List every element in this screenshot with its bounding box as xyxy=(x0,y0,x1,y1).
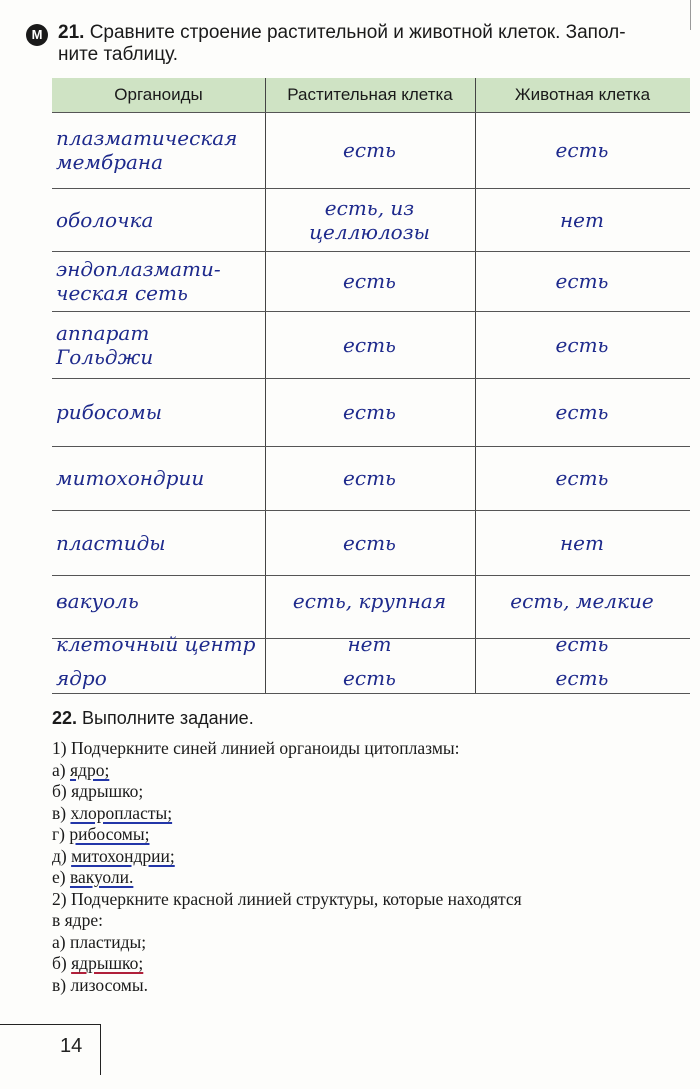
animal-cell-value-line: есть xyxy=(555,632,609,656)
organoid-cell xyxy=(56,466,266,490)
m-badge-icon: М xyxy=(26,24,48,46)
organoid-cell xyxy=(56,208,266,232)
table-row-line xyxy=(52,112,690,113)
option-prefix: е) xyxy=(52,867,70,887)
option-text: лизосомы. xyxy=(70,974,148,995)
table-divider-2 xyxy=(475,78,476,693)
organoid-cell-line: вакуоль xyxy=(56,588,139,613)
option-item xyxy=(52,975,697,997)
plant-cell-value xyxy=(267,632,472,656)
option-prefix: а) xyxy=(52,759,70,780)
option-prefix: д) xyxy=(52,845,72,866)
organoid-cell-line: аппарат xyxy=(56,320,150,345)
animal-cell-value-line: есть xyxy=(555,665,609,690)
organoid-cell xyxy=(56,321,266,369)
option-text: ядро; xyxy=(69,759,110,780)
animal-cell-value xyxy=(477,531,687,555)
organoid-cell-line: Гольджи xyxy=(56,344,154,369)
animal-cell-value xyxy=(477,269,687,293)
plant-cell-value xyxy=(267,333,472,357)
task-22-question-1: 1) Подчеркните синей линией органоиды цитоплазмы: xyxy=(52,738,460,758)
option-prefix: г) xyxy=(52,824,70,844)
option-item xyxy=(52,932,697,954)
animal-cell-value-line: есть xyxy=(555,466,609,490)
table-row-line xyxy=(52,311,690,312)
task-22-question-2-line1: 2) Подчеркните красной линией структуры, которые находятся xyxy=(52,888,522,909)
organoid-cell-line: эндоплазмати- xyxy=(56,257,221,281)
question-1-options xyxy=(52,760,697,889)
option-prefix: б) xyxy=(52,781,72,801)
organoid-cell-line: плазматическая xyxy=(56,126,238,150)
plant-cell-value xyxy=(267,589,472,613)
task-21-title xyxy=(58,22,688,66)
option-item xyxy=(52,760,697,782)
option-prefix: а) xyxy=(52,931,70,952)
animal-cell-value xyxy=(477,466,687,490)
plant-cell-value-line: есть xyxy=(343,530,396,555)
plant-cell-value-line: есть xyxy=(343,269,396,293)
comparison-table xyxy=(52,78,690,693)
animal-cell-value xyxy=(477,208,687,232)
header-plant-cell: Растительная клетка xyxy=(287,85,453,104)
page-edge-line xyxy=(690,0,691,30)
plant-cell-value xyxy=(267,666,472,690)
page-number-box xyxy=(0,1024,101,1075)
option-prefix: в) xyxy=(52,974,71,995)
plant-cell-value-line: нет xyxy=(347,632,392,656)
task-22-question-2-line2: в ядре: xyxy=(52,910,103,930)
option-text: пластиды; xyxy=(69,931,147,952)
organoid-cell-line: клеточный центр xyxy=(56,632,256,656)
organoid-cell xyxy=(56,126,266,174)
organoid-cell-line: мембрана xyxy=(56,150,164,174)
plant-cell-value-line: есть xyxy=(343,665,396,690)
table-row-line xyxy=(52,251,690,252)
task-22-title-text: Выполните задание. xyxy=(82,708,254,728)
plant-cell-value xyxy=(267,269,472,293)
plant-cell-value-line: есть xyxy=(343,400,396,424)
table-row-line xyxy=(52,188,690,189)
animal-cell-value-line: есть xyxy=(555,138,609,162)
organoid-cell-line: рибосомы xyxy=(56,400,163,424)
organoid-cell xyxy=(56,531,266,555)
plant-cell-value-line: есть, из xyxy=(324,195,415,220)
plant-cell-value-line: есть xyxy=(343,466,396,490)
option-prefix: в) xyxy=(52,802,71,823)
animal-cell-value xyxy=(477,400,687,424)
organoid-cell-line: митохондрии xyxy=(56,466,205,490)
header-organoids: Органоиды xyxy=(114,85,203,104)
animal-cell-value-line: нет xyxy=(560,530,604,555)
organoid-cell xyxy=(56,257,266,305)
task-22-title xyxy=(52,706,697,730)
animal-cell-value-line: нет xyxy=(560,207,604,232)
animal-cell-value-line: есть xyxy=(555,400,609,424)
option-text: ядрышко; xyxy=(71,781,144,801)
option-text: митохондрии; xyxy=(71,845,175,866)
task-21-number: 21. xyxy=(58,22,85,43)
plant-cell-value xyxy=(267,138,472,162)
page-number: 14 xyxy=(60,1035,83,1057)
animal-cell-value xyxy=(477,632,687,656)
table-bottom-line xyxy=(52,693,690,694)
table-row-line xyxy=(52,510,690,511)
table-row-line xyxy=(52,575,690,576)
plant-cell-value xyxy=(267,196,472,244)
organoid-cell-line: пластиды xyxy=(56,530,166,555)
option-text: ядрышко; xyxy=(71,953,144,973)
organoid-cell xyxy=(56,632,266,656)
animal-cell-value xyxy=(477,666,687,690)
option-prefix: б) xyxy=(52,953,72,973)
header-animal-cell: Животная клетка xyxy=(514,85,651,104)
table-row-line xyxy=(52,446,690,447)
plant-cell-value xyxy=(267,466,472,490)
organoid-cell-line: оболочка xyxy=(56,207,154,232)
option-item xyxy=(52,781,697,803)
option-item xyxy=(52,846,697,868)
plant-cell-value-line: есть, крупная xyxy=(292,588,447,613)
plant-cell-value xyxy=(267,531,472,555)
task-21-text-line2: ните таблицу. xyxy=(58,44,178,65)
animal-cell-value xyxy=(477,589,687,613)
option-text: рибосомы; xyxy=(69,824,150,844)
plant-cell-value-line: есть xyxy=(343,138,396,162)
organoid-cell xyxy=(56,666,266,690)
organoid-cell xyxy=(56,400,266,424)
plant-cell-value xyxy=(267,400,472,424)
animal-cell-value-line: есть, мелкие xyxy=(510,588,654,613)
table-header-row xyxy=(52,78,690,112)
table-row-line xyxy=(52,378,690,379)
option-item xyxy=(52,803,697,825)
animal-cell-value xyxy=(477,333,687,357)
question-2-options xyxy=(52,932,697,997)
organoid-cell-line: ческая сеть xyxy=(56,281,188,305)
organoid-cell-line: ядро xyxy=(56,665,107,690)
animal-cell-value xyxy=(477,138,687,162)
option-item xyxy=(52,824,697,846)
animal-cell-value-line: есть xyxy=(555,269,609,293)
option-text: хлоропласты; xyxy=(70,802,173,823)
option-item xyxy=(52,867,697,889)
option-text: вакуоли. xyxy=(69,867,134,887)
task-21-text-line1: Сравните строение растительной и животной клеток. Запол- xyxy=(89,22,626,43)
task-22-number: 22. xyxy=(52,708,78,728)
option-item xyxy=(52,953,697,975)
organoid-cell xyxy=(56,589,266,613)
plant-cell-value-line: целлюлозы xyxy=(309,219,430,244)
animal-cell-value-line: есть xyxy=(555,332,609,357)
task-22 xyxy=(52,706,697,996)
plant-cell-value-line: есть xyxy=(343,332,396,357)
